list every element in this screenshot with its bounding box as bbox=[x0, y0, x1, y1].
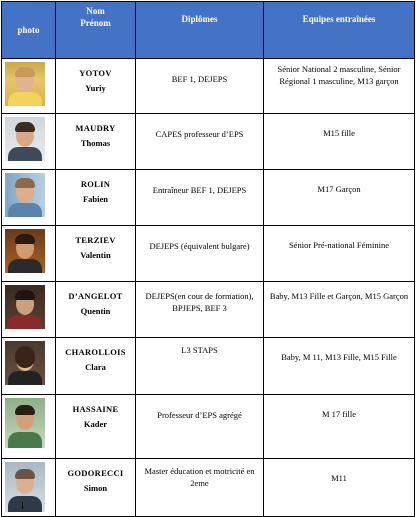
last-name: CHAROLLOIS bbox=[65, 347, 126, 357]
avatar bbox=[5, 462, 45, 512]
equipes-cell: Sénior National 2 masculine, Sénior Régional 1 masculine, M13 garçon bbox=[264, 59, 415, 114]
header-name bbox=[56, 2, 136, 59]
diplomes-cell: L3 STAPS bbox=[136, 338, 264, 395]
header-name-line2: Prénom bbox=[80, 18, 111, 28]
name-cell bbox=[56, 170, 136, 226]
photo-cell bbox=[2, 114, 56, 170]
table-row bbox=[2, 395, 415, 459]
last-name: HASSAINE bbox=[72, 404, 119, 414]
name-cell bbox=[56, 459, 136, 517]
photo-cell bbox=[2, 170, 56, 226]
header-diplomes: Diplômes bbox=[136, 2, 264, 59]
equipes-cell: Sénior Pré-national Féminine bbox=[264, 226, 415, 282]
photo-cell bbox=[2, 395, 56, 459]
table-row bbox=[2, 226, 415, 282]
avatar bbox=[5, 117, 45, 161]
last-name: GODORECCI bbox=[67, 468, 124, 478]
name-cell bbox=[56, 282, 136, 338]
header-row bbox=[2, 2, 415, 59]
diplomes-cell: BEF 1, DEJEPS bbox=[136, 59, 264, 114]
name-cell bbox=[56, 338, 136, 395]
avatar bbox=[5, 285, 45, 329]
photo-cell bbox=[2, 459, 56, 517]
table-row bbox=[2, 170, 415, 226]
first-name: Thomas bbox=[80, 138, 111, 148]
table-row bbox=[2, 282, 415, 338]
equipes-cell: Baby, M13 Fille et Garçon, M15 Garçon bbox=[264, 282, 415, 338]
diplomes-cell: DEJEPS (équivalent bulgare) bbox=[136, 226, 264, 282]
equipes-cell: M11 bbox=[264, 459, 415, 517]
last-name: TERZIEV bbox=[75, 235, 116, 245]
first-name: Kader bbox=[83, 419, 108, 429]
avatar bbox=[5, 173, 45, 217]
name-cell bbox=[56, 395, 136, 459]
photo-cell bbox=[2, 338, 56, 395]
first-name: Simon bbox=[83, 483, 108, 493]
first-name: Clara bbox=[85, 362, 106, 372]
first-name: Yuriy bbox=[85, 83, 106, 93]
equipes-cell: M17 Garçon bbox=[264, 170, 415, 226]
text-cursor-mark bbox=[22, 502, 23, 509]
avatar bbox=[5, 62, 45, 106]
photo-cell bbox=[2, 226, 56, 282]
equipes-cell: Baby, M 11, M13 Fille, M15 Fille bbox=[264, 338, 415, 395]
first-name: Quentin bbox=[80, 306, 111, 316]
last-name: YOTOV bbox=[79, 68, 112, 78]
avatar bbox=[5, 341, 45, 385]
first-name: Valentin bbox=[80, 250, 111, 260]
name-cell bbox=[56, 114, 136, 170]
name-cell bbox=[56, 226, 136, 282]
table-row bbox=[2, 338, 415, 395]
table-row bbox=[2, 459, 415, 517]
equipes-cell: M15 fille bbox=[264, 114, 415, 170]
name-cell bbox=[56, 59, 136, 114]
staff-table bbox=[1, 1, 415, 517]
header-equipes: Equipes entraînées bbox=[264, 2, 415, 59]
diplomes-cell: Master éducation et motricité en 2eme bbox=[136, 459, 264, 517]
photo-cell bbox=[2, 282, 56, 338]
equipes-cell: M 17 fille bbox=[264, 395, 415, 459]
diplomes-cell: Professeur d’EPS agrégé bbox=[136, 395, 264, 459]
header-photo: photo bbox=[2, 2, 56, 59]
last-name: ROLIN bbox=[80, 179, 111, 189]
last-name: MAUDRY bbox=[75, 123, 116, 133]
table-row bbox=[2, 59, 415, 114]
first-name: Fabien bbox=[82, 194, 109, 204]
avatar bbox=[5, 229, 45, 273]
diplomes-cell: CAPES professeur d’EPS bbox=[136, 114, 264, 170]
header-name-line1: Nom bbox=[86, 6, 105, 16]
diplomes-cell: Entraîneur BEF 1, DEJEPS bbox=[136, 170, 264, 226]
last-name: D’ANGELOT bbox=[68, 291, 123, 301]
table-row bbox=[2, 114, 415, 170]
photo-cell bbox=[2, 59, 56, 114]
diplomes-cell: DEJEPS(en cour de formation), BPJEPS, BEF 3 bbox=[136, 282, 264, 338]
avatar bbox=[5, 398, 45, 448]
